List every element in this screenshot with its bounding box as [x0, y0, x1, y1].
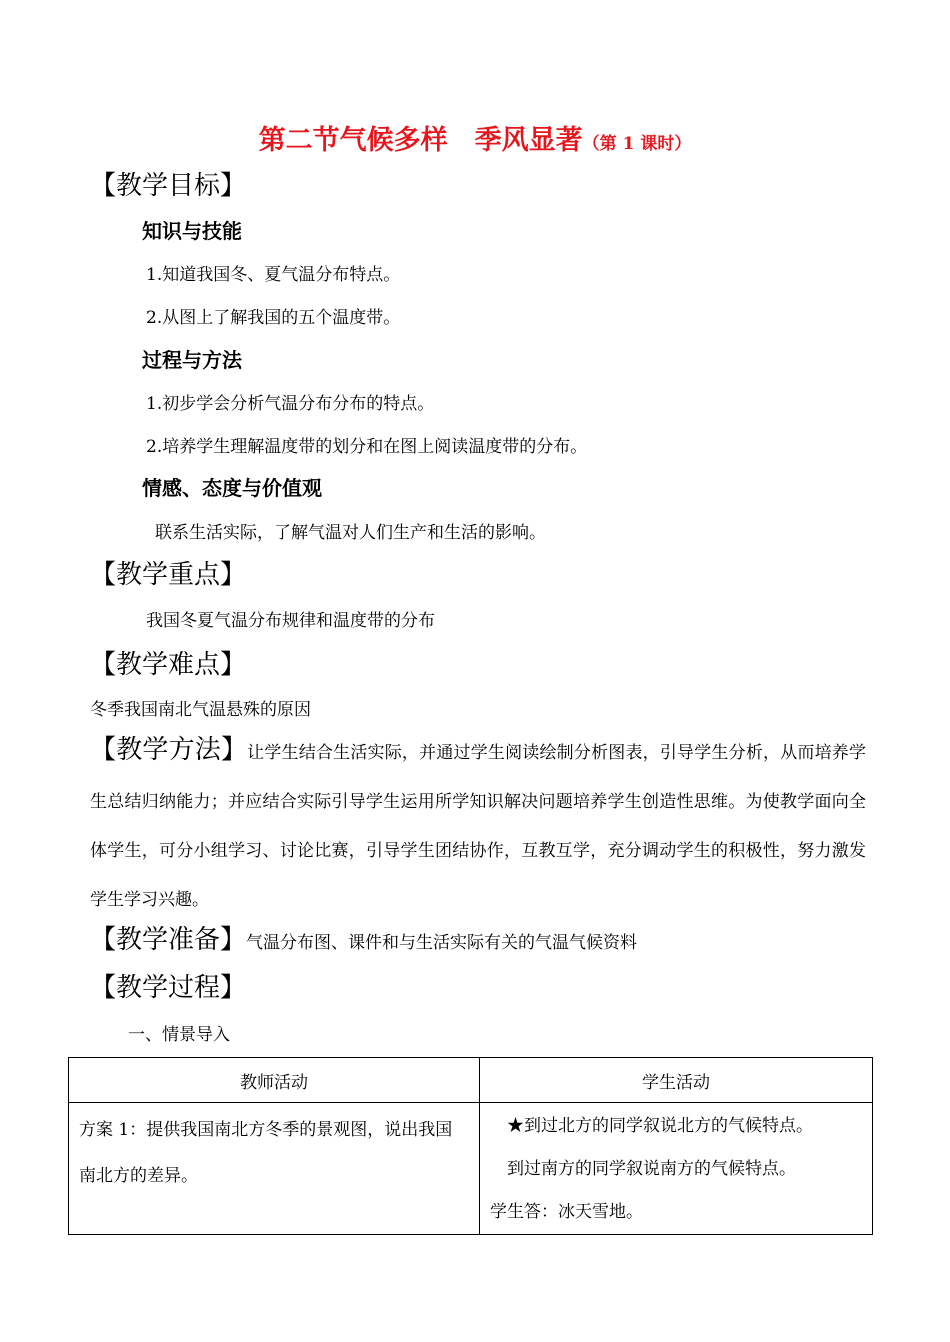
title-lesson: （第 1 课时）: [582, 134, 692, 154]
knowledge-label: 知识与技能: [142, 219, 242, 243]
emotion-text: 联系生活实际，了解气温对人们生产和生活的影响。: [155, 523, 546, 543]
student-line-1: ★到过北方的同学叙说北方的气候特点。: [507, 1116, 813, 1136]
teacher-column-header: 教师活动: [69, 1058, 480, 1103]
activity-table: [68, 1057, 873, 1235]
knowledge-item-1: 1.知道我国冬、夏气温分布特点。: [146, 265, 401, 285]
emotion-label: 情感、态度与价值观: [142, 476, 322, 500]
title-main: 第二节气候多样 季风显著: [258, 125, 583, 156]
method-heading: 【教学方法】: [90, 735, 248, 765]
step-intro: 一、情景导入: [128, 1025, 230, 1045]
difficulty-text: 冬季我国南北气温悬殊的原因: [90, 700, 311, 720]
process-heading: 【教学过程】: [90, 973, 247, 1003]
student-line-3: 学生答：冰天雪地。: [490, 1202, 643, 1222]
prep-paragraph: [90, 916, 866, 967]
student-activity-cell: [480, 1103, 873, 1235]
process-label: 过程与方法: [142, 348, 242, 372]
table-header-row: [69, 1058, 873, 1103]
student-column-header: 学生活动: [480, 1058, 873, 1103]
method-text: 让学生结合生活实际，并通过学生阅读绘制分析图表，引导学生分析，从而培养学生总结归纳能力；并应结合实际引导学生运用所学知识解决问题培养学生创造性思维。为使教学面向全体学生，可分小组学习、讨论比赛，引导学生团结协作，互教互学，充分调动学生的积极性，努力激发学生学习兴趣。: [90, 743, 866, 910]
knowledge-item-2: 2.从图上了解我国的五个温度带。: [146, 308, 401, 328]
focus-heading: 【教学重点】: [90, 560, 247, 590]
prep-heading: 【教学准备】: [90, 925, 247, 955]
prep-text: 气温分布图、课件和与生活实际有关的气温气候资料: [246, 933, 638, 953]
process-item-1: 1.初步学会分析气温分布分布的特点。: [146, 394, 435, 414]
method-paragraph: [90, 726, 866, 925]
process-item-2: 2.培养学生理解温度带的划分和在图上阅读温度带的分布。: [146, 437, 588, 457]
document-title: [0, 118, 950, 157]
teacher-activity-cell: 方案 1：提供我国南北方冬季的景观图，说出我国南北方的差异。: [69, 1103, 480, 1235]
focus-text: 我国冬夏气温分布规律和温度带的分布: [146, 611, 435, 631]
table-row: [69, 1103, 873, 1235]
student-line-2: 到过南方的同学叙说南方的气候特点。: [507, 1159, 796, 1179]
difficulty-heading: 【教学难点】: [90, 650, 247, 680]
goals-heading: 【教学目标】: [90, 171, 247, 201]
